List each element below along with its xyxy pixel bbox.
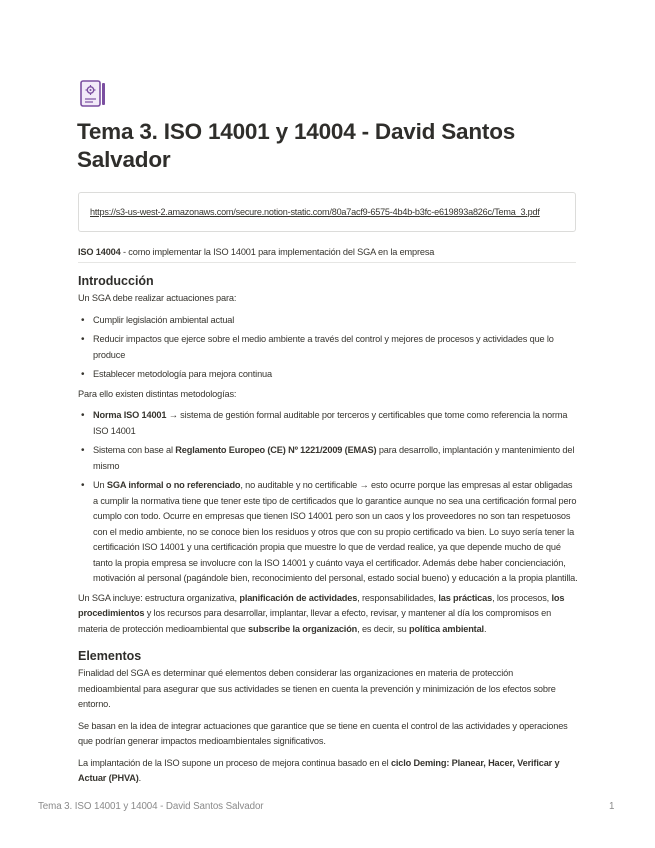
- sga-bold: planificación de actividades: [239, 592, 358, 603]
- method-post: → sistema de gestión formal auditable por terceros y certificables que tome como referencia la norma ISO 14001: [93, 410, 568, 436]
- method-post: para desarrollo, implantación y mantenimiento del mismo: [93, 445, 575, 471]
- list-item: • Cumplir legislación ambiental actual: [78, 313, 578, 329]
- sga-bold: subscribe la organización: [248, 623, 358, 634]
- method-post: , no auditable y no certificable → esto ocurre porque las empresas al estar obligadas a cumplir la normativa tiene que tener este tipo de certificados que lo garantice aunque no sea una certificación formal pero cumplo con todo. Ocurre en empresas que tienen ISO 14001 pero son un caos y los proveedores no son tan respetuosos con el medio ambiente, no se conoce bien los residuos y otros que con su propio certificado va bien. Lo suyo sería tener la certificación ISO 14001 y una certificación propia que muestre lo que de verdad realice, ya que depende mucho de qué tanto la propia empresa se involucre con la ISO 14001 y cuánto vaya el certificador. Además debe haber concienciación, motivación al personal (pagándole bien, reconocimiento del personal, estado social bueno) y educación a la propia plantilla.: [93, 480, 578, 583]
- sga-text: , responsabilidades,: [357, 592, 439, 603]
- page-title-line1: Tema 3. ISO 14001 y 14004 - David Santos: [77, 119, 516, 144]
- sga-text: .: [483, 623, 487, 634]
- content: [78, 272, 578, 793]
- method-bold: Reglamento Europeo (CE) Nº 1221/2009 (EMAS): [175, 445, 377, 455]
- list-item: • Reducir impactos que ejerce sobre el medio ambiente a través del control y mejores de procesos y actividades que lo produce: [78, 332, 578, 363]
- page-title-line2: Salvador: [77, 147, 171, 172]
- elements-p2: Se basan en la idea de integrar actuaciones que garantice que se tiene en cuenta el control de las actividades y operaciones que podrían generar impactos medioambientales significativos.: [78, 720, 568, 746]
- p3-pre: La implantación de la ISO supone un proceso de mejora continua basado en el: [78, 757, 391, 768]
- intro-lead2: Para ello existen distintas metodologías:: [78, 388, 237, 399]
- p3-bold: ciclo Deming: Planear, Hacer, Verificar y Actuar (PHVA): [78, 757, 560, 783]
- sga-bold: política ambiental: [409, 623, 484, 634]
- list-item-method-emas: [78, 443, 578, 474]
- footer-title: Tema 3. ISO 14001 y 14004 - David Santos Salvador: [38, 801, 264, 812]
- page-title: [77, 118, 577, 174]
- method-bold: SGA informal o no referenciado: [106, 480, 241, 490]
- intro-list: [78, 313, 578, 383]
- p3-post: .: [138, 773, 142, 783]
- summary-text: - como implementar la ISO 14001 para implementación del SGA en la empresa: [120, 247, 435, 257]
- sga-text: y los recursos para desarrollar, implantar, llevar a efecto, revisar, y mantener al día los compromisos en materia de protección medioambiental que: [78, 608, 552, 634]
- elements-p3: [78, 756, 578, 787]
- list-item-method-iso: [78, 408, 578, 439]
- footer-page-number: 1: [609, 801, 615, 812]
- elements-p1: Finalidad del SGA es determinar qué elementos deben considerar las organizaciones en materia de protección medioambiental para asegurar que sus actividades se tienen en cuenta la prevención y minimización de los efectos sobre entorno.: [78, 668, 556, 709]
- sga-paragraph: [78, 591, 578, 638]
- document-gear-icon: [79, 79, 107, 109]
- list-item-method-informal: [78, 478, 578, 587]
- sga-bold: las prácticas: [438, 592, 493, 603]
- heading-elementos: Elementos: [78, 649, 142, 663]
- sga-text: , los procesos,: [492, 592, 552, 603]
- sga-text: , es decir, su: [357, 623, 410, 634]
- sga-bold: los procedimientos: [78, 592, 565, 618]
- method-pre: Sistema con base al: [93, 445, 176, 455]
- method-pre: Un: [93, 480, 107, 490]
- list-item: • Establecer metodología para mejora continua: [78, 367, 578, 383]
- heading-introduccion: Introducción: [78, 274, 154, 288]
- sga-text: Un SGA incluye: estructura organizativa,: [78, 592, 240, 603]
- file-link-box[interactable]: [78, 192, 576, 232]
- intro-lead: Un SGA debe realizar actuaciones para:: [78, 293, 237, 303]
- method-bold: Norma ISO 14001: [93, 410, 167, 420]
- methods-list: [78, 408, 578, 587]
- summary-bold: ISO 14004: [78, 247, 121, 257]
- file-link[interactable]: https://s3-us-west-2.amazonaws.com/secure.notion-static.com/80a7acf9-6575-4b4b-b3fc-e619893a826c/Tema_3.pdf: [90, 207, 540, 217]
- summary-line: [78, 245, 576, 263]
